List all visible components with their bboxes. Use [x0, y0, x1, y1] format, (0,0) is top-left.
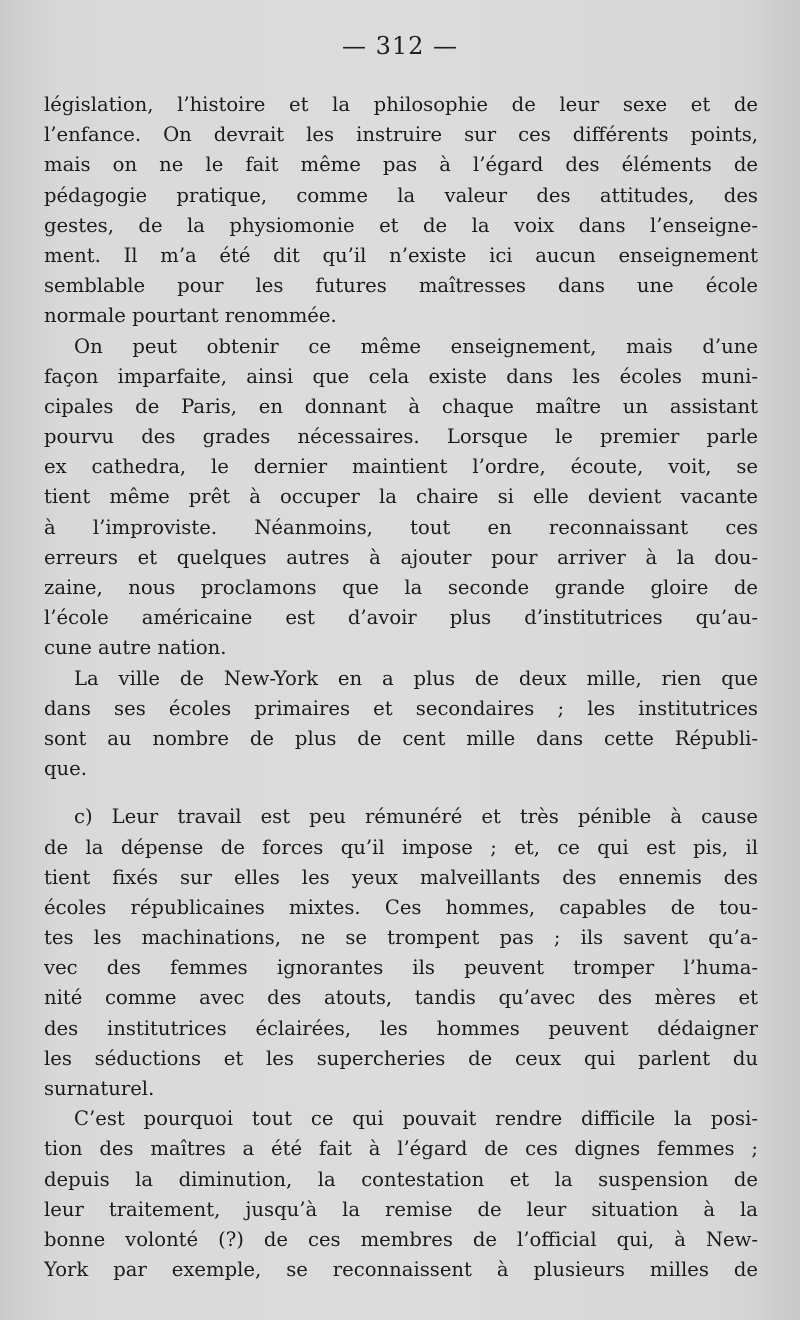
text-line: leur traitement, jusqu’à la remise de leur situation à la — [44, 1197, 758, 1221]
text-line: l’enfance. On devrait les instruire sur ces différents points, — [44, 123, 758, 147]
text-line: tes les machinations, ne se trompent pas ; ils savent qu’a- — [44, 926, 758, 950]
text-line: cipales de Paris, en donnant à chaque maître un assistant — [44, 394, 758, 418]
text-line: législation, l’histoire et la philosophie de leur sexe et de — [44, 93, 758, 116]
text-line: tion des maîtres a été fait à l’égard de ces dignes femmes ; — [44, 1137, 758, 1161]
text-line: tient même prêt à occuper la chaire si elle devient vacante — [44, 485, 758, 509]
text-line: normale pourtant renommée. — [44, 304, 337, 328]
page-number: — 312 — — [341, 32, 459, 60]
text-line: ex cathedra, le dernier maintient l’ordre, écoute, voit, se — [44, 455, 758, 479]
text-line: que. — [44, 757, 87, 781]
text-line: bonne volonté (?) de ces membres de l’official qui, à New- — [44, 1227, 758, 1251]
text-line: pédagogie pratique, comme la valeur des attitudes, des — [44, 183, 758, 207]
text-line: zaine, nous proclamons que la seconde grande gloire de — [44, 576, 758, 599]
text-line: l’école américaine est d’avoir plus d’institutrices qu’au- — [44, 606, 758, 630]
text-line: semblable pour les futures maîtresses dans une école — [44, 274, 758, 298]
text-line: écoles républicaines mixtes. Ces hommes, capables de tou- — [44, 895, 758, 919]
body-text — [44, 90, 758, 1285]
text-line: nité comme avec des atouts, tandis qu’avec des mères et — [44, 986, 758, 1010]
text-line: surnaturel. — [44, 1077, 155, 1100]
text-line: à l’improviste. Néanmoins, tout en reconnaissant ces — [44, 515, 758, 539]
text-line: C’est pourquoi tout ce qui pouvait rendre difficile la posi- — [74, 1107, 758, 1131]
text-line: façon imparfaite, ainsi que cela existe dans les écoles muni- — [44, 364, 758, 388]
text-line: c) Leur travail est peu rémunéré et très pénible à cause — [74, 805, 758, 829]
text-line: de la dépense de forces qu’il impose ; et, ce qui est pis, il — [44, 835, 758, 859]
text-line: gestes, de la physiomonie et de la voix dans l’enseigne- — [44, 213, 758, 237]
text-line: tient fixés sur elles les yeux malveillants des ennemis des — [44, 865, 758, 889]
paragraph-gap — [44, 784, 758, 802]
text-line: depuis la diminution, la contestation et la suspension de — [44, 1167, 758, 1191]
text-line: les séductions et les supercheries de ceux qui parlent du — [44, 1046, 758, 1070]
text-line: vec des femmes ignorantes ils peuvent tromper l’huma- — [44, 956, 758, 980]
text-line: dans ses écoles primaires et secondaires ; les institutrices — [44, 696, 758, 720]
text-line: cune autre nation. — [44, 636, 227, 660]
text-line: des institutrices éclairées, les hommes peuvent dédaigner — [44, 1016, 758, 1040]
text-line: On peut obtenir ce même enseignement, mais d’une — [74, 334, 758, 358]
text-line: ment. Il m’a été dit qu’il n’existe ici aucun enseignement — [44, 243, 758, 267]
text-line: mais on ne le fait même pas à l’égard des éléments de — [44, 153, 758, 177]
text-line: sont au nombre de plus de cent mille dans cette Républi- — [44, 726, 758, 750]
text-line: pourvu des grades nécessaires. Lorsque le premier parle — [44, 425, 758, 449]
text-line: York par exemple, se reconnaissent à plusieurs milles de — [44, 1258, 758, 1282]
text-line: La ville de New-York en a plus de deux mille, rien que — [74, 666, 758, 690]
text-line: erreurs et quelques autres à ajouter pour arriver à la dou- — [44, 545, 758, 569]
